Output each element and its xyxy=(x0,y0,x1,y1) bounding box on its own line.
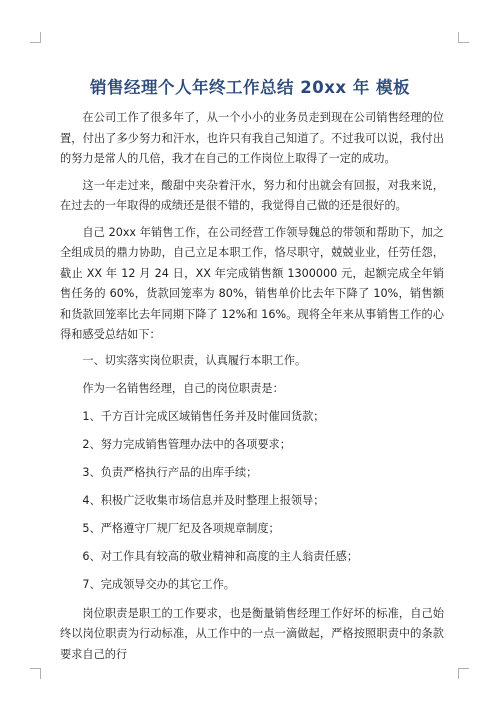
duty-item: 4、积极广泛收集市场信息并及时整理上报领导； xyxy=(82,493,325,507)
duty-item: 7、完成领导交办的其它工作。 xyxy=(82,577,235,591)
duty-item: 6、对工作具有较高的敬业精神和高度的主人翁责任感； xyxy=(82,549,359,563)
crop-mark-top-right xyxy=(458,32,469,43)
crop-mark-top-left xyxy=(30,32,41,43)
paragraph-year-review: 这一年走过来，酸甜中夹杂着汗水，努力和付出就会有回报，对我来说，在过去的一年取得的成绩还是很不错的，我觉得自己做的还是很好的。 xyxy=(60,178,444,212)
paragraph-intro: 在公司工作了很多年了，从一个小小的业务员走到现在公司销售经理的位置，付出了多少努力和汗水，也许只有我自己知道了。不过我可以说，我付出的努力是常人的几倍，我才在自己的工作岗位上取得了一定的成功。 xyxy=(60,111,444,165)
paragraph-sales-results: 自己 20xx 年销售工作，在公司经营工作领导魏总的带领和帮助下，加之全组成员的鼎力协助，自己立足本职工作，恪尽职守，兢兢业业，任劳任怨，截止 XX 年 12 月 24 日，XX 年完成销售额 1300000 元，起额完成全年销售任务的 60%，货款回笼率为 80%，销售单价比去年下降了 10%，销售额和货款回笼率比去年同期下降了 12%和 16%。现将全年来从事销售工作的心得和感受总结如下： xyxy=(60,225,444,341)
paragraph-closing: 岗位职责是职工的工作要求，也是衡量销售经理工作好坏的标准，自己始终以岗位职责为行动标准，从工作中的一点一滴做起，严格按照职责中的条款要求自己的行 xyxy=(60,606,444,661)
crop-mark-bottom-left xyxy=(30,668,41,679)
duties-intro: 作为一名销售经理，自己的岗位职责是： xyxy=(82,381,284,395)
duty-item: 3、负责严格执行产品的出库手续； xyxy=(82,465,258,479)
duty-item: 1、千方百计完成区域销售任务并及时催回货款； xyxy=(82,409,325,423)
crop-mark-bottom-right xyxy=(458,668,469,679)
document-title: 销售经理个人年终工作总结 20xx 年 模板 xyxy=(90,78,410,98)
duty-item: 2、努力完成销售管理办法中的各项要求； xyxy=(82,437,291,451)
document-body xyxy=(60,108,444,671)
duty-item: 5、严格遵守厂规厂纪及各项规章制度； xyxy=(82,521,280,535)
section-heading: 一、切实落实岗位职责，认真履行本职工作。 xyxy=(82,353,307,367)
